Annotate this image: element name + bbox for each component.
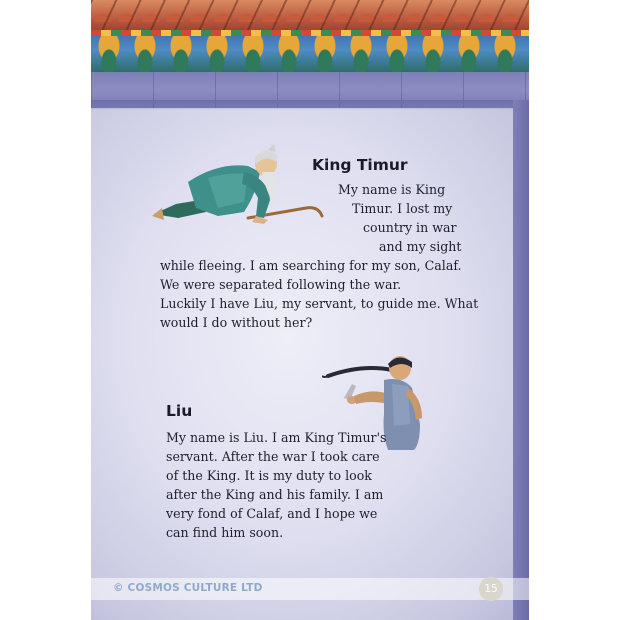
page-number: 15 <box>479 577 503 601</box>
king-timur-line: while fleeing. I am searching for my son, Calaf. <box>160 258 462 273</box>
liu-line: My name is Liu. I am King Timur's <box>166 430 387 445</box>
eave-stripe <box>91 30 529 36</box>
king-timur-line: country in war <box>363 220 457 235</box>
king-timur-line: Timur. I lost my <box>352 201 453 216</box>
king-timur-line: Luckily I have Liu, my servant, to guide me. What <box>160 296 479 311</box>
king-timur-line: and my sight <box>379 239 462 254</box>
liu-line: of the King. It is my duty to look <box>166 468 372 483</box>
king-timur-illustration <box>148 142 326 234</box>
king-timur-line: We were separated following the war. <box>160 277 402 292</box>
liu-line: after the King and his family. I am <box>166 487 384 502</box>
wall-top-edge <box>91 100 529 110</box>
king-timur-heading: King Timur <box>312 156 408 174</box>
copyright-text: © COSMOS CULTURE LTD <box>113 582 263 594</box>
liu-line: servant. After the war I took care <box>166 449 380 464</box>
king-timur-line: would I do without her? <box>160 315 313 330</box>
king-timur-line: My name is King <box>338 182 446 197</box>
painted-eave <box>91 32 529 72</box>
liu-line: very fond of Calaf, and I hope we <box>166 506 378 521</box>
side-pillar <box>513 100 529 620</box>
liu-heading: Liu <box>166 402 193 420</box>
liu-line: can find him soon. <box>166 525 284 540</box>
